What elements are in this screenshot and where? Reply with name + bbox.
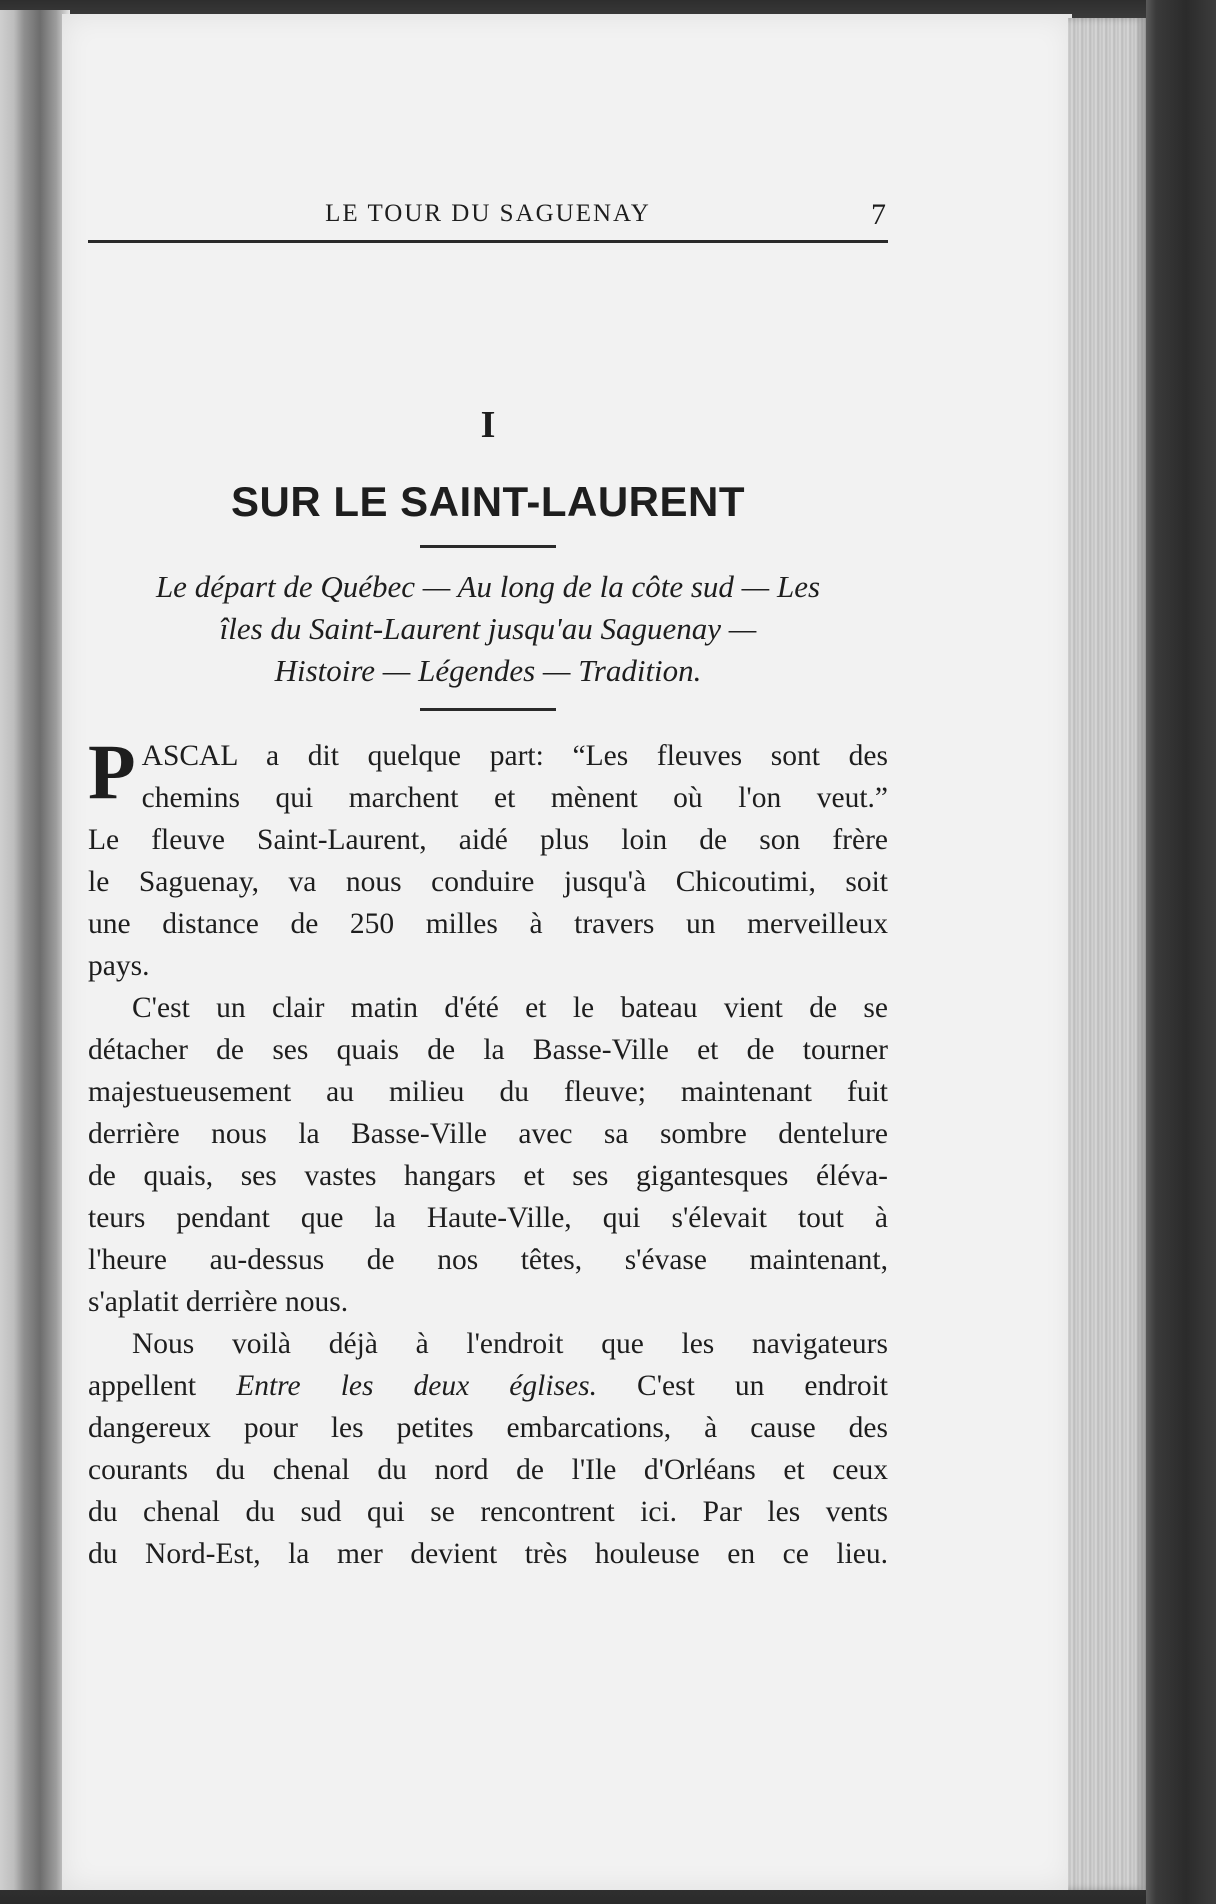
text-line: de quais, ses vastes hangars et ses gigantesques éléva- [88,1160,888,1192]
text-line: l'heure au-dessus de nos têtes, s'évase maintenant, [88,1244,888,1276]
text-line: C'est un clair matin d'été et le bateau vient de se [132,992,888,1024]
text-line: pays. [88,950,150,982]
page-number: 7 [871,198,886,231]
chapter-number: I [480,404,496,446]
book-binding [1146,0,1216,1904]
header-rule [88,240,888,243]
paragraph-1 [88,728,888,987]
text-line [88,1365,888,1407]
page-stack-edges [1068,18,1146,1890]
title-rule [420,545,556,548]
text-line: majestueusement au milieu du fleuve; maintenant fuit [88,1076,888,1108]
text-line: Le fleuve Saint-Laurent, aidé plus loin de son frère [88,824,888,856]
text-line: Nous voilà déjà à l'endroit que les navigateurs [132,1328,888,1360]
text-line: s'aplatit derrière nous. [88,1286,349,1318]
running-title: LE TOUR DU SAGUENAY [325,200,651,227]
italic-phrase: Entre les deux églises. [236,1370,597,1402]
text-line: teurs pendant que la Haute-Ville, qui s'élevait tout à [88,1202,888,1234]
page-content [88,190,888,1575]
text-line: une distance de 250 milles à travers un merveilleux [88,908,888,940]
text-line: courants du chenal du nord de l'Ile d'Orléans et ceux [88,1454,888,1486]
text-line: du Nord-Est, la mer devient très houleuse en ce lieu. [88,1538,888,1570]
summary-line: Le départ de Québec — Au long de la côte sud — Les [155,569,821,604]
running-head [88,190,888,234]
text-line: derrière nous la Basse-Ville avec sa sombre dentelure [88,1118,888,1150]
text-line: détacher de ses quais de la Basse-Ville et de tourner [88,1034,888,1066]
text-segment: appellent [88,1370,237,1402]
summary-line: îles du Saint-Laurent jusqu'au Saguenay — [219,611,757,646]
paragraph-2 [88,987,888,1323]
chapter-summary [88,566,888,692]
summary-rule [420,708,556,711]
text-line: chemins qui marchent et mènent où l'on veut.” [141,782,888,814]
text-line: ASCAL a dit quelque part: “Les fleuves sont des [141,740,888,772]
chapter-title: SUR LE SAINT-LAURENT [231,478,745,525]
summary-line: Histoire — Légendes — Tradition. [274,653,702,688]
drop-cap: P [88,728,136,815]
text-line: du chenal du sud qui se rencontrent ici. Par les vents [88,1496,888,1528]
facing-page-edge [0,10,70,1890]
text-line: le Saguenay, va nous conduire jusqu'à Chicoutimi, soit [88,866,888,898]
text-segment: C'est un endroit [596,1370,888,1402]
text-line: dangereux pour les petites embarcations, à cause des [88,1412,888,1444]
paragraph-3 [88,1323,888,1575]
